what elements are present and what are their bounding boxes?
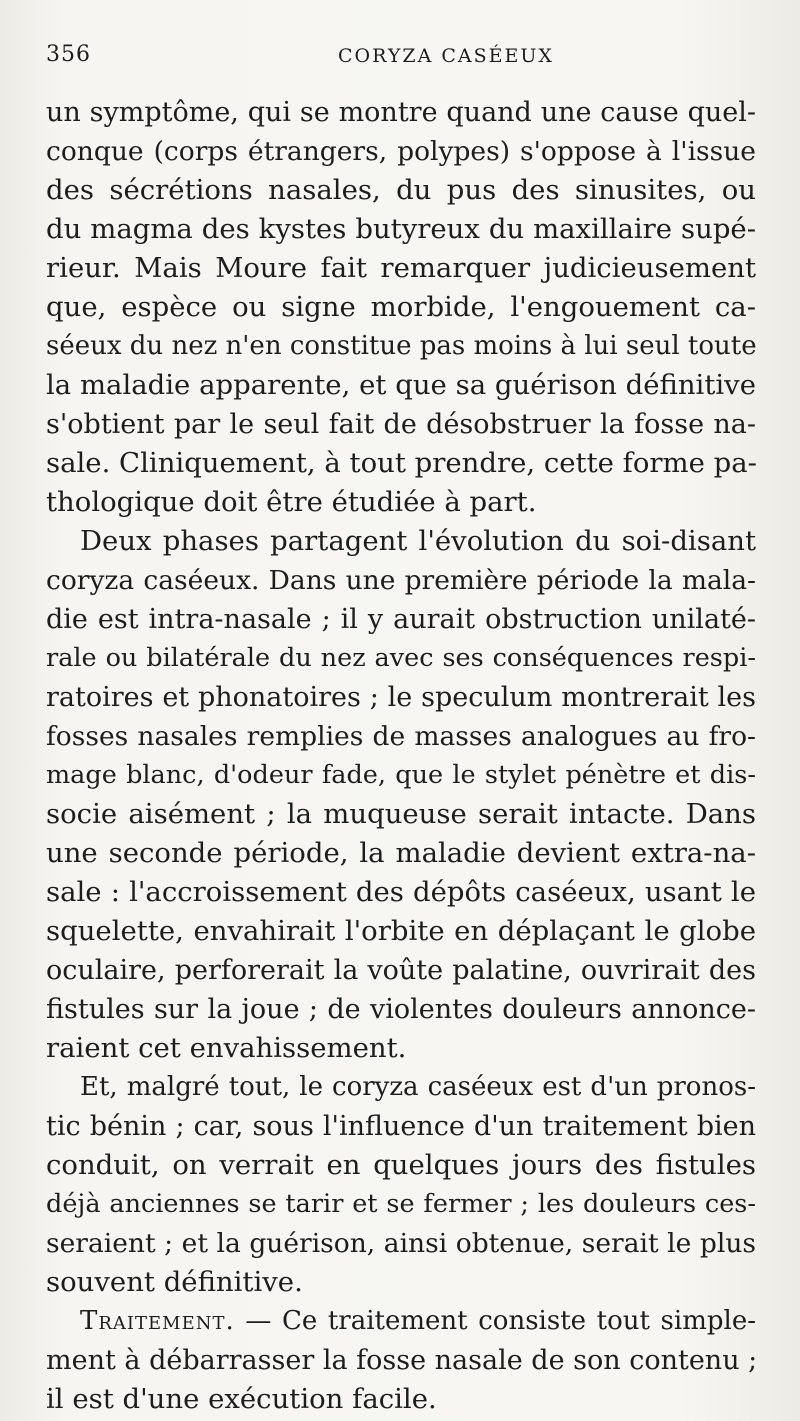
paragraph — [46, 522, 756, 1068]
text-line: séeux du nez n'en constitue pas moins à lui seul toute — [46, 331, 757, 361]
text-line: seraient ; et la guérison, ainsi obtenue, serait le plus — [46, 1228, 756, 1259]
text-line: ratoires et phonatoires ; le speculum montrerait les — [46, 682, 756, 713]
running-head: CORYZA CASÉEUX — [338, 45, 554, 67]
body-text — [46, 93, 756, 1419]
text-line: du magma des kystes butyreux du maxillaire supé- — [46, 213, 756, 245]
text-line: déjà anciennes se tarir et se fermer ; les douleurs ces- — [46, 1189, 756, 1219]
paragraph — [46, 93, 756, 522]
paragraph — [46, 1302, 756, 1419]
text-line: des sécrétions nasales, du pus des sinusites, ou — [46, 174, 756, 206]
text-line: la maladie apparente, et que sa guérison définitive — [46, 369, 756, 401]
text-line: rieur. Mais Moure fait remarquer judicieusement — [46, 252, 756, 284]
section-heading: Traitement. — [80, 1306, 235, 1336]
text-line: sale. Cliniquement, à tout prendre, cette forme pa- — [46, 447, 757, 479]
text-line: il est d'une exécution facile. — [46, 1383, 437, 1415]
paragraph — [46, 1068, 756, 1302]
text-line: socie aisément ; la muqueuse serait intacte. Dans — [46, 798, 756, 830]
text-line: s'obtient par le seul fait de désobstruer la fosse na- — [46, 409, 756, 440]
text-line: tic bénin ; car, sous l'influence d'un traitement bien — [46, 1111, 756, 1142]
text-line — [46, 1302, 756, 1341]
text-line: conduit, on verrait en quelques jours des fistules — [46, 1149, 756, 1181]
text-line: squelette, envahirait l'orbite en déplaçant le globe — [46, 915, 756, 947]
text-line: conque (corps étrangers, polypes) s'oppose à l'issue — [46, 136, 756, 167]
text-line: Et, malgré tout, le coryza caséeux est d'un pronos- — [80, 1072, 756, 1102]
text-line: une seconde période, la maladie devient extra-na- — [46, 837, 756, 869]
text-fragment: — Ce traitement consiste tout simple- — [234, 1306, 756, 1336]
text-line: oculaire, perforerait la voûte palatine, ouvrirait des — [46, 955, 756, 986]
page-number: 356 — [46, 42, 91, 67]
text-line: rale ou bilatérale du nez avec ses conséquences respi- — [46, 643, 756, 673]
page-header — [46, 42, 756, 74]
text-line: die est intra-nasale ; il y aurait obstruction unilaté- — [46, 604, 756, 635]
text-line: thologique doit être étudiée à part. — [46, 486, 537, 518]
text-line: un symptôme, qui se montre quand une cause quel- — [46, 97, 756, 128]
text-line: raient cet envahissement. — [46, 1032, 407, 1064]
text-line: souvent définitive. — [46, 1266, 303, 1298]
text-line: que, espèce ou signe morbide, l'engouement ca- — [46, 291, 756, 323]
text-line: ment à débarrasser la fosse nasale de son contenu ; — [46, 1345, 758, 1376]
text-line: Deux phases partagent l'évolution du soi-disant — [80, 525, 756, 557]
text-line: sale : l'accroissement des dépôts caséeux, usant le — [46, 876, 756, 908]
text-line: coryza caséeux. Dans une première période la mala- — [46, 565, 756, 596]
text-line: fosses nasales remplies de masses analogues au fro- — [46, 721, 756, 752]
text-line: fistules sur la joue ; de violentes douleurs annonce- — [46, 994, 756, 1025]
text-line: mage blanc, d'odeur fade, que le stylet pénètre et dis- — [46, 760, 756, 790]
